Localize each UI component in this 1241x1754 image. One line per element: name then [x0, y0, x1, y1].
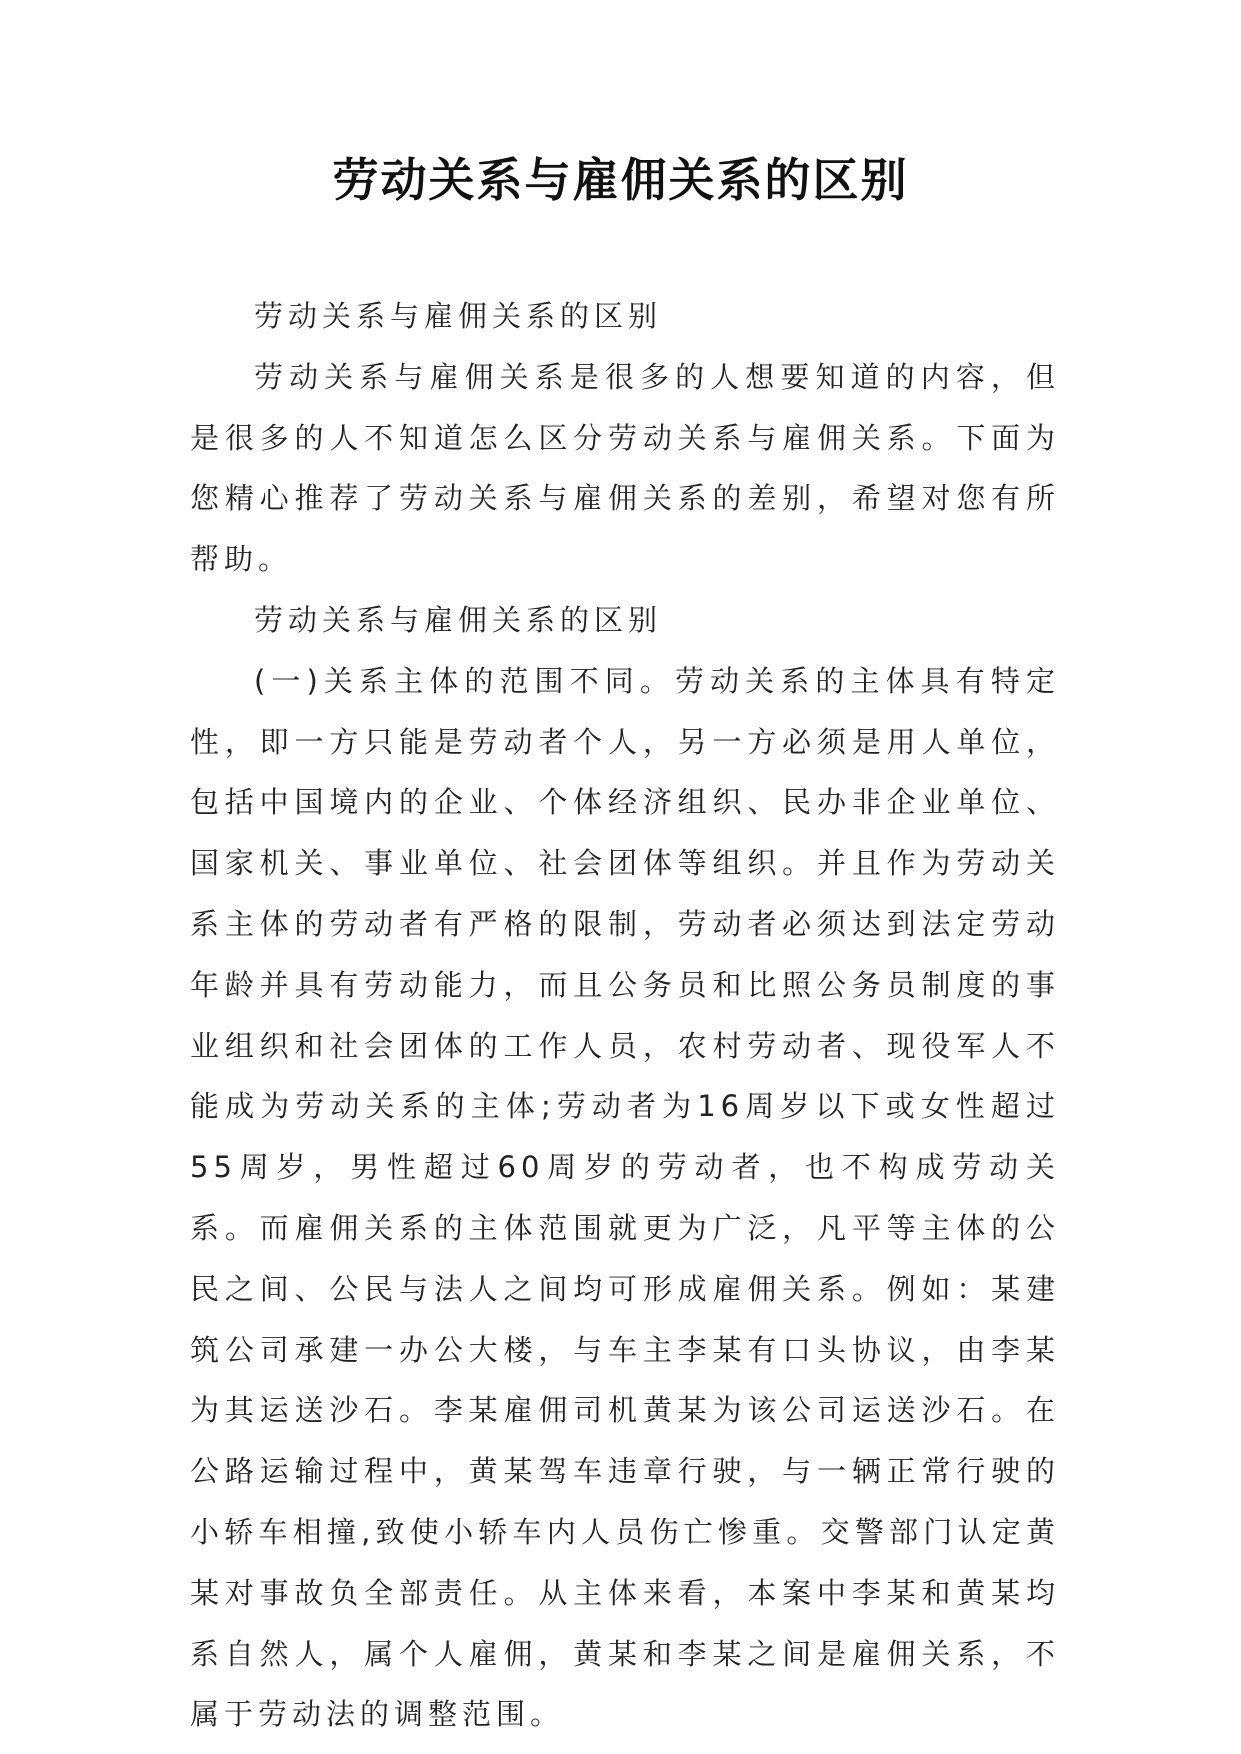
- body-paragraph-heading: 劳动关系与雇佣关系的区别: [254, 299, 663, 333]
- body-paragraph-heading: 劳动关系与雇佣关系的区别: [254, 602, 663, 637]
- body-paragraph-section-1: (一)关系主体的范围不同。劳动关系的主体具有特定性，即一方只能是劳动者个人，另一方必须是用人单位，包括中国境内的企业、个体经济组织、民办非企业单位、国家机关、事业单位、社会团体等组织。并且作为劳动关系主体的劳动者有严格的限制，劳动者必须达到法定劳动年龄并具有劳动能力，而且公务员和比照公务员制度的事业组织和社会团体的工作人员，农村劳动者、现役军人不能成为劳动关系的主体;劳动者为16周岁以下或女性超过55周岁，男性超过60周岁的劳动者，也不构成劳动关系。而雇佣关系的主体范围就更为广泛，凡平等主体的公民之间、公民与法人之间均可形成雇佣关系。例如：某建筑公司承建一办公大楼，与车主李某有口头协议，由李某为其运送沙石。李某雇佣司机黄某为该公司运送沙石。在公路运输过程中，黄某驾车违章行驶，与一辆正常行驶的小轿车相撞,致使小轿车内人员伤亡惨重。交警部门认定黄某对事故负全部责任。从主体来看，本案中李某和黄某均系自然人，属个人雇佣，黄某和李某之间是雇佣关系，不属于劳动法的调整范围。: [190, 663, 1060, 1732]
- body-paragraph-intro: 劳动关系与雇佣关系是很多的人想要知道的内容，但是很多的人不知道怎么区分劳动关系与雇佣关系。下面为您精心推荐了劳动关系与雇佣关系的差别，希望对您有所帮助。: [190, 359, 1060, 577]
- document-title: 劳动关系与雇佣关系的区别: [332, 153, 909, 207]
- document-body: [190, 286, 1060, 1745]
